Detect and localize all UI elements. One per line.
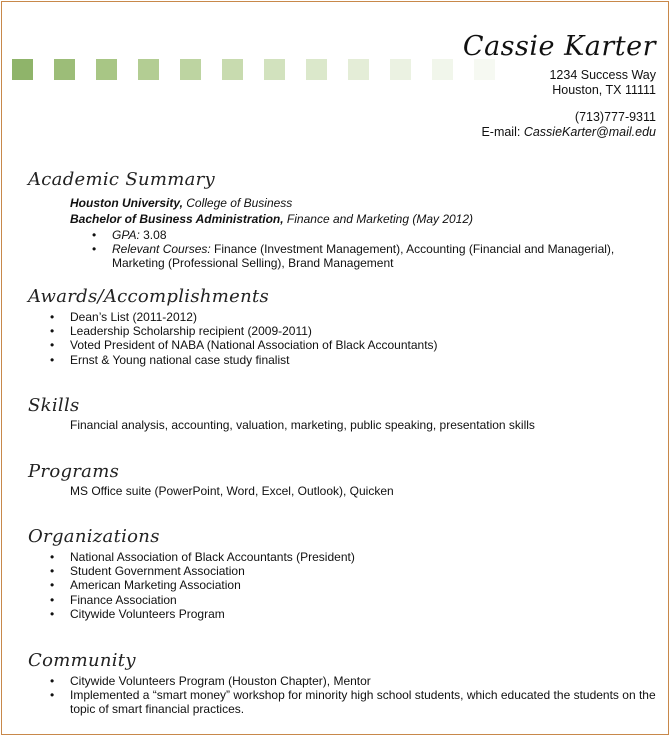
phone-number: (713)777-9311 [574,110,656,124]
courses-item [112,242,662,270]
list-item: • American Marketing Association [70,578,355,592]
university-line [70,196,292,210]
list-item: • Citywide Volunteers Program (Houston Chapter), Mentor [70,674,660,688]
address-line-1: 1234 Success Way [549,68,656,82]
community-list [70,674,660,717]
decorative-square [96,59,117,80]
organizations-list [70,550,355,621]
list-item: • Leadership Scholarship recipient (2009-2011) [70,324,438,338]
gpa-label: GPA: [112,228,140,242]
decorative-square [264,59,285,80]
decorative-square [138,59,159,80]
gpa-item [112,228,664,242]
college-name: College of Business [182,196,293,210]
list-item: • Citywide Volunteers Program [70,607,355,621]
heading-community: Community [28,650,136,671]
decorative-square [180,59,201,80]
resume-page [1,1,669,735]
skills-text: Financial analysis, accounting, valuation, marketing, public speaking, presentation skills [70,418,535,432]
decorative-square [432,59,453,80]
courses-value: Finance (Investment Management), Accounting (Financial and Managerial), Marketing (Professional Selling), Brand Management [112,242,615,271]
list-item: • Implemented a “smart money” workshop for minority high school students, which educated the students on the topic of smart financial practices. [70,688,660,716]
heading-programs: Programs [28,461,120,482]
resume-name: Cassie Karter [462,31,656,62]
list-item: • Dean’s List (2011-2012) [70,310,438,324]
awards-list [70,310,438,367]
university-name: Houston University, [70,196,183,210]
email-line [481,125,656,140]
decorative-square [306,59,327,80]
degree-major: Finance and Marketing (May 2012) [283,212,474,226]
address-line-2: Houston, TX 11111 [552,82,656,97]
decorative-square [348,59,369,80]
list-item: • Voted President of NABA (National Association of Black Accountants) [70,338,438,352]
academic-details-list [112,228,664,271]
email-address: CassieKarter@mail.edu [523,124,656,139]
decorative-square [222,59,243,80]
heading-organizations: Organizations [28,526,160,547]
degree-name: Bachelor of Business Administration, [70,212,284,226]
programs-text: MS Office suite (PowerPoint, Word, Excel, Outlook), Quicken [70,484,394,498]
gpa-value: 3.08 [139,228,167,242]
heading-skills: Skills [28,395,80,416]
list-item: • Student Government Association [70,564,355,578]
list-item: • Finance Association [70,593,355,607]
courses-label: Relevant Courses: [112,242,211,257]
contact-block [481,68,656,139]
heading-awards: Awards/Accomplishments [28,286,270,307]
decorative-square [12,59,33,80]
list-item: • Ernst & Young national case study finalist [70,353,438,367]
heading-academic-summary: Academic Summary [28,169,215,190]
list-item: • National Association of Black Accountants (President) [70,550,355,564]
degree-line [70,212,473,226]
email-label: E-mail: [481,124,524,139]
decorative-square [54,59,75,80]
decorative-square [390,59,411,80]
